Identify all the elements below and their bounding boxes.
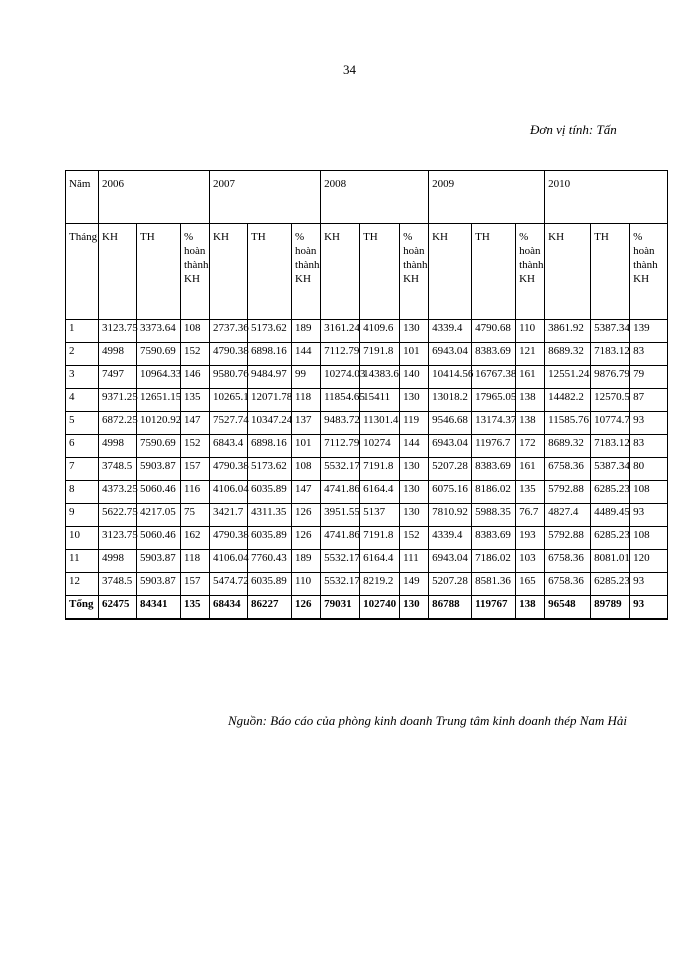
table-cell: 6943.04 <box>429 435 472 458</box>
table-cell: 79031 <box>321 596 360 620</box>
table-cell: 103 <box>516 550 545 573</box>
table-cell: 3748.5 <box>99 458 137 481</box>
table-cell: 5792.88 <box>545 481 591 504</box>
table-cell: 130 <box>400 458 429 481</box>
header-corner-month: Tháng <box>66 224 99 320</box>
header-year-2010: 2010 <box>545 171 668 224</box>
header-th: TH <box>248 224 292 320</box>
table-cell: 5532.17 <box>321 458 360 481</box>
header-pct: % hoàn thành KH <box>181 224 210 320</box>
table-cell: 3161.24 <box>321 320 360 343</box>
table-cell: 93 <box>630 573 668 596</box>
table-cell: 3748.5 <box>99 573 137 596</box>
table-cell: 6035.89 <box>248 527 292 550</box>
table-cell: 5137 <box>360 504 400 527</box>
table-cell: 16767.38 <box>472 366 516 389</box>
table-cell: 135 <box>516 481 545 504</box>
header-th: TH <box>591 224 630 320</box>
page-number: 34 <box>343 62 356 77</box>
table-cell: 84341 <box>137 596 181 620</box>
table-cell: 5988.35 <box>472 504 516 527</box>
table-cell: 10274.03 <box>321 366 360 389</box>
table-cell: 10120.92 <box>137 412 181 435</box>
table-cell: 4339.4 <box>429 527 472 550</box>
table-cell: 4339.4 <box>429 320 472 343</box>
table-cell: 7191.8 <box>360 343 400 366</box>
table-cell: 3123.75 <box>99 527 137 550</box>
table-cell: 7590.69 <box>137 435 181 458</box>
sales-table <box>65 170 668 620</box>
table-cell: 6758.36 <box>545 550 591 573</box>
table-cell: 111 <box>400 550 429 573</box>
table-cell: 108 <box>630 481 668 504</box>
table-cell: 6285.23 <box>591 527 630 550</box>
table-cell: 137 <box>292 412 321 435</box>
table-cell: 4790.38 <box>210 343 248 366</box>
table-row <box>66 343 668 366</box>
table-cell: 7497 <box>99 366 137 389</box>
table-cell: 86788 <box>429 596 472 620</box>
table-cell: 6758.36 <box>545 573 591 596</box>
table-cell: 5792.88 <box>545 527 591 550</box>
table-cell: 6843.4 <box>210 435 248 458</box>
table-cell: 130 <box>400 389 429 412</box>
table-cell: 189 <box>292 550 321 573</box>
table-cell: 4741.86 <box>321 527 360 550</box>
table-cell: 130 <box>400 596 429 620</box>
table-cell: 5903.87 <box>137 573 181 596</box>
table-cell: 12551.24 <box>545 366 591 389</box>
table-cell: 119767 <box>472 596 516 620</box>
table-cell: 79 <box>630 366 668 389</box>
table-cell: 139 <box>630 320 668 343</box>
table-cell: 83 <box>630 343 668 366</box>
table-row <box>66 366 668 389</box>
table-cell: 99 <box>292 366 321 389</box>
table-cell: 93 <box>630 596 668 620</box>
table-cell: 101 <box>292 435 321 458</box>
table-cell: 62475 <box>99 596 137 620</box>
table-cell: 6035.89 <box>248 481 292 504</box>
table-row <box>66 573 668 596</box>
table-cell: 17965.05 <box>472 389 516 412</box>
table-cell: 147 <box>181 412 210 435</box>
table-cell: 9371.25 <box>99 389 137 412</box>
table-cell: 6285.23 <box>591 573 630 596</box>
table-cell: 161 <box>516 458 545 481</box>
table-cell: 9546.68 <box>429 412 472 435</box>
table-cell: 161 <box>516 366 545 389</box>
table-row <box>66 412 668 435</box>
table-cell: 5532.17 <box>321 573 360 596</box>
table-cell: 9483.72 <box>321 412 360 435</box>
table-cell: 10265.1 <box>210 389 248 412</box>
table-cell: 87 <box>630 389 668 412</box>
table-cell: 96548 <box>545 596 591 620</box>
month-cell: 11 <box>66 550 99 573</box>
table-cell: 6898.16 <box>248 435 292 458</box>
table-cell: 93 <box>630 504 668 527</box>
table-cell: 6164.4 <box>360 481 400 504</box>
table-cell: 135 <box>181 596 210 620</box>
table-cell: 162 <box>181 527 210 550</box>
month-cell: 2 <box>66 343 99 366</box>
table-cell: 165 <box>516 573 545 596</box>
table-cell: 138 <box>516 389 545 412</box>
total-row <box>66 596 668 620</box>
table-cell: 7760.43 <box>248 550 292 573</box>
table-cell: 152 <box>400 527 429 550</box>
table-cell: 140 <box>400 366 429 389</box>
table-row <box>66 481 668 504</box>
table-cell: 4998 <box>99 435 137 458</box>
table-row <box>66 389 668 412</box>
table-cell: 119 <box>400 412 429 435</box>
table-cell: 9484.97 <box>248 366 292 389</box>
table-cell: 11854.65 <box>321 389 360 412</box>
table-cell: 10274 <box>360 435 400 458</box>
month-cell: 12 <box>66 573 99 596</box>
month-cell: 3 <box>66 366 99 389</box>
table-cell: 157 <box>181 458 210 481</box>
table-cell: 7191.8 <box>360 458 400 481</box>
header-year-row <box>66 171 668 224</box>
table-cell: 144 <box>400 435 429 458</box>
table-cell: 7191.8 <box>360 527 400 550</box>
header-kh: KH <box>321 224 360 320</box>
month-cell: 8 <box>66 481 99 504</box>
table-cell: 11976.7 <box>472 435 516 458</box>
table-cell: 152 <box>181 343 210 366</box>
table-cell: 138 <box>516 596 545 620</box>
table-cell: 138 <box>516 412 545 435</box>
table-cell: 157 <box>181 573 210 596</box>
table-cell: 12570.5 <box>591 389 630 412</box>
table-cell: 8689.32 <box>545 343 591 366</box>
table-cell: 8383.69 <box>472 527 516 550</box>
table-cell: 7810.92 <box>429 504 472 527</box>
table-cell: 6035.89 <box>248 573 292 596</box>
header-th: TH <box>360 224 400 320</box>
table-cell: 5207.28 <box>429 573 472 596</box>
table-cell: 12071.78 <box>248 389 292 412</box>
month-cell: 10 <box>66 527 99 550</box>
table-cell: 10414.56 <box>429 366 472 389</box>
table-cell: 8186.02 <box>472 481 516 504</box>
source-note: Nguồn: Báo cáo của phòng kinh doanh Trung tâm kinh doanh thép Nam Hải <box>228 713 628 728</box>
table-cell: 6758.36 <box>545 458 591 481</box>
table-cell: 4489.45 <box>591 504 630 527</box>
table-cell: 7527.74 <box>210 412 248 435</box>
table-row <box>66 527 668 550</box>
month-cell: 9 <box>66 504 99 527</box>
table-cell: 7183.12 <box>591 435 630 458</box>
table-cell: 118 <box>292 389 321 412</box>
table-cell: 110 <box>292 573 321 596</box>
table-cell: 5173.62 <box>248 320 292 343</box>
table-cell: 8581.36 <box>472 573 516 596</box>
table-cell: 5060.46 <box>137 527 181 550</box>
table-cell: 15411 <box>360 389 400 412</box>
table-cell: 4217.05 <box>137 504 181 527</box>
table-cell: 7112.79 <box>321 343 360 366</box>
table-cell: 126 <box>292 527 321 550</box>
table-cell: 108 <box>630 527 668 550</box>
table-cell: 3951.55 <box>321 504 360 527</box>
table-cell: 172 <box>516 435 545 458</box>
table-row <box>66 458 668 481</box>
month-cell: 1 <box>66 320 99 343</box>
table-cell: 5474.72 <box>210 573 248 596</box>
table-cell: 108 <box>181 320 210 343</box>
table-cell: 118 <box>181 550 210 573</box>
header-th: TH <box>137 224 181 320</box>
table-cell: 7112.79 <box>321 435 360 458</box>
table-cell: 3373.64 <box>137 320 181 343</box>
table-cell: 5532.17 <box>321 550 360 573</box>
header-pct: % hoàn thành KH <box>292 224 321 320</box>
table-cell: 5903.87 <box>137 550 181 573</box>
month-cell: 4 <box>66 389 99 412</box>
table-cell: 11585.76 <box>545 412 591 435</box>
unit-label: Đơn vị tính: Tấn <box>530 122 617 137</box>
table-cell: 13174.37 <box>472 412 516 435</box>
table-cell: 152 <box>181 435 210 458</box>
header-kh: KH <box>99 224 137 320</box>
header-pct: % hoàn thành KH <box>630 224 668 320</box>
header-th: TH <box>472 224 516 320</box>
table-cell: 4998 <box>99 550 137 573</box>
table-cell: 144 <box>292 343 321 366</box>
header-year-2006: 2006 <box>99 171 210 224</box>
table-cell: 4109.6 <box>360 320 400 343</box>
table-cell: 4998 <box>99 343 137 366</box>
table-cell: 7186.02 <box>472 550 516 573</box>
table-cell: 4106.04 <box>210 550 248 573</box>
table-row <box>66 435 668 458</box>
table-cell: 93 <box>630 412 668 435</box>
table-cell: 6285.23 <box>591 481 630 504</box>
table-cell: 4790.38 <box>210 527 248 550</box>
table-cell: 3421.7 <box>210 504 248 527</box>
table-cell: 4311.35 <box>248 504 292 527</box>
table-cell: 7183.12 <box>591 343 630 366</box>
table-cell: 6872.25 <box>99 412 137 435</box>
table-cell: 116 <box>181 481 210 504</box>
table-cell: 130 <box>400 481 429 504</box>
table-cell: 9876.79 <box>591 366 630 389</box>
table-cell: 4106.04 <box>210 481 248 504</box>
table-cell: 108 <box>292 458 321 481</box>
table-cell: 6943.04 <box>429 550 472 573</box>
table-cell: 189 <box>292 320 321 343</box>
table-cell: 7590.69 <box>137 343 181 366</box>
table-cell: 10964.33 <box>137 366 181 389</box>
month-cell: 6 <box>66 435 99 458</box>
table-cell: 13018.2 <box>429 389 472 412</box>
header-pct: % hoàn thành KH <box>400 224 429 320</box>
table-cell: 146 <box>181 366 210 389</box>
table-cell: 80 <box>630 458 668 481</box>
table-cell: 4741.86 <box>321 481 360 504</box>
table-cell: 6943.04 <box>429 343 472 366</box>
table-cell: 102740 <box>360 596 400 620</box>
table-cell: 83 <box>630 435 668 458</box>
table-cell: 4790.38 <box>210 458 248 481</box>
table-cell: 130 <box>400 320 429 343</box>
header-kh: KH <box>429 224 472 320</box>
header-corner-year: Năm <box>66 171 99 224</box>
header-sub-row <box>66 224 668 320</box>
month-cell: Tổng <box>66 596 99 620</box>
table-cell: 193 <box>516 527 545 550</box>
table-cell: 10347.24 <box>248 412 292 435</box>
table-cell: 149 <box>400 573 429 596</box>
table-cell: 3123.75 <box>99 320 137 343</box>
header-year-2008: 2008 <box>321 171 429 224</box>
header-kh: KH <box>545 224 591 320</box>
table-cell: 110 <box>516 320 545 343</box>
table-cell: 121 <box>516 343 545 366</box>
table-cell: 68434 <box>210 596 248 620</box>
table-cell: 6075.16 <box>429 481 472 504</box>
table-cell: 5207.28 <box>429 458 472 481</box>
table-row <box>66 320 668 343</box>
table-cell: 86227 <box>248 596 292 620</box>
header-year-2009: 2009 <box>429 171 545 224</box>
table-cell: 5903.87 <box>137 458 181 481</box>
table-cell: 5060.46 <box>137 481 181 504</box>
table-cell: 4790.68 <box>472 320 516 343</box>
header-year-2007: 2007 <box>210 171 321 224</box>
table-cell: 2737.36 <box>210 320 248 343</box>
table-cell: 8081.01 <box>591 550 630 573</box>
month-cell: 5 <box>66 412 99 435</box>
table-cell: 120 <box>630 550 668 573</box>
table-cell: 130 <box>400 504 429 527</box>
table-cell: 14482.2 <box>545 389 591 412</box>
table-cell: 3861.92 <box>545 320 591 343</box>
month-cell: 7 <box>66 458 99 481</box>
table-cell: 5173.62 <box>248 458 292 481</box>
table-cell: 147 <box>292 481 321 504</box>
header-pct: % hoàn thành KH <box>516 224 545 320</box>
table-cell: 8383.69 <box>472 458 516 481</box>
table-cell: 6164.4 <box>360 550 400 573</box>
table-cell: 11301.4 <box>360 412 400 435</box>
table-cell: 5387.34 <box>591 320 630 343</box>
table-cell: 6898.16 <box>248 343 292 366</box>
table-cell: 9580.76 <box>210 366 248 389</box>
table-cell: 8219.2 <box>360 573 400 596</box>
table-cell: 8689.32 <box>545 435 591 458</box>
table-cell: 135 <box>181 389 210 412</box>
table-cell: 89789 <box>591 596 630 620</box>
table-row <box>66 550 668 573</box>
table-cell: 10774.7 <box>591 412 630 435</box>
header-kh: KH <box>210 224 248 320</box>
table-cell: 12651.15 <box>137 389 181 412</box>
table-row <box>66 504 668 527</box>
table-cell: 75 <box>181 504 210 527</box>
table-cell: 76.7 <box>516 504 545 527</box>
table-cell: 8383.69 <box>472 343 516 366</box>
table-cell: 14383.6 <box>360 366 400 389</box>
table-cell: 126 <box>292 504 321 527</box>
table-cell: 4827.4 <box>545 504 591 527</box>
table-cell: 101 <box>400 343 429 366</box>
table-cell: 5387.34 <box>591 458 630 481</box>
table-cell: 126 <box>292 596 321 620</box>
table-cell: 5622.75 <box>99 504 137 527</box>
table-cell: 4373.25 <box>99 481 137 504</box>
